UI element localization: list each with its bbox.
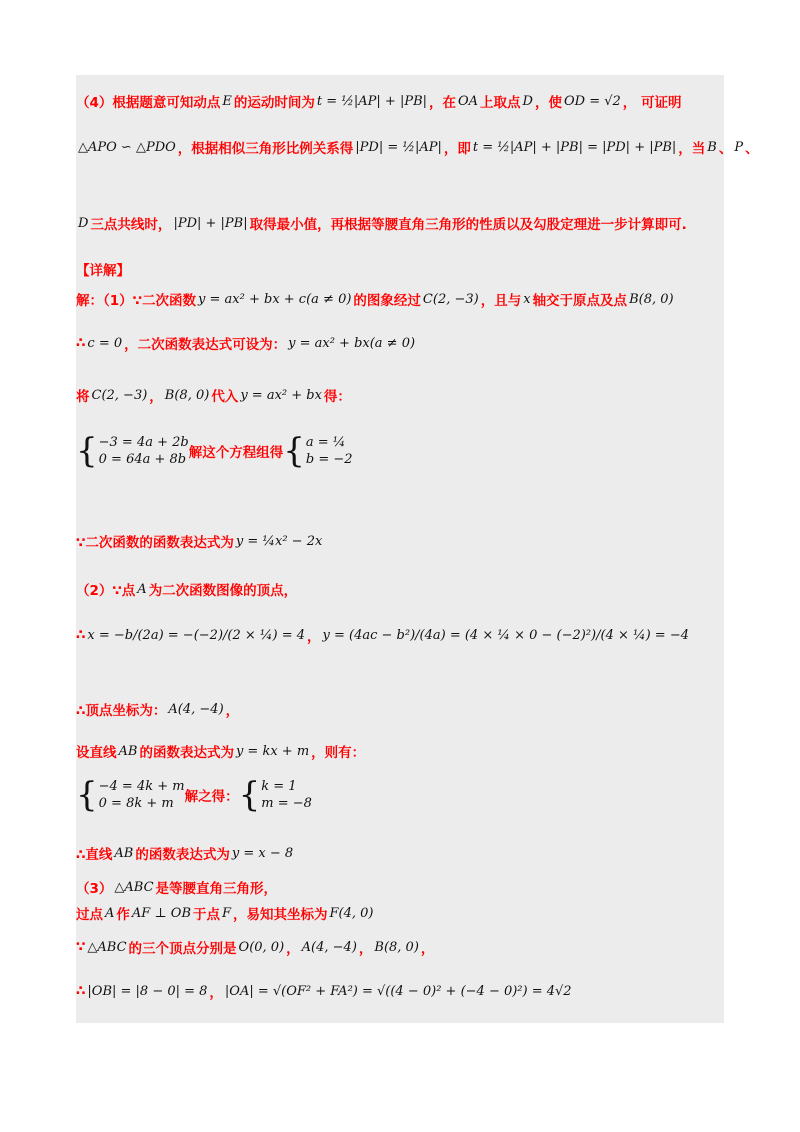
solution-text: 上取点 <box>480 95 521 111</box>
solution-text: ， 可证明 <box>622 95 682 111</box>
math-expression: c = 0 <box>87 335 123 351</box>
math-expression: y = x − 8 <box>231 845 294 861</box>
math-expression: B(8, 0) <box>629 291 674 307</box>
solution-text: 三点共线时， <box>90 217 172 233</box>
equation-row: 0 = 8k + m <box>98 796 174 811</box>
math-expression: y = ax² + bx(a ≠ 0) <box>288 335 416 351</box>
math-expression: x = −b/(2a) = −(−2)/(2 × ¼) = 4 <box>87 627 305 643</box>
math-expression: B <box>707 139 717 155</box>
solution-text: ，二次函数表达式可设为： <box>124 337 287 353</box>
solution-line <box>76 569 724 609</box>
math-expression: B(8, 0) <box>164 387 210 403</box>
math-expression: y = ax² + bx + c(a ≠ 0) <box>198 291 352 307</box>
solution-text: ， <box>420 941 435 957</box>
solution-text: 的图象经过 <box>353 293 421 309</box>
solution-line <box>76 203 724 243</box>
solution-line <box>76 731 724 771</box>
solution-text: 过点 <box>76 907 103 923</box>
solution-text: ∵二次函数的函数表达式为 <box>76 535 234 551</box>
math-expression: O(0, 0) <box>238 939 285 955</box>
solution-line <box>76 323 724 363</box>
solution-text: 得： <box>323 389 351 405</box>
solution-text: ， <box>286 941 300 957</box>
math-expression: △ABC <box>114 879 154 895</box>
solution-line <box>76 127 759 167</box>
solution-text: 、 <box>745 141 759 157</box>
solution-line <box>76 775 724 815</box>
brace-symbol: { <box>76 775 98 815</box>
solution-text: ， <box>149 389 163 405</box>
solution-text: ，在 <box>429 95 456 111</box>
solution-text: ， <box>209 985 223 1001</box>
solution-text: 取得最小值，再根据等腰直角三角形的性质以及勾股定理进一步计算即可. <box>249 217 687 233</box>
solution-text: 为二次函数图像的顶点， <box>148 583 298 599</box>
math-expression: |PD| + |PB| <box>173 215 248 231</box>
solution-text: （4）根据题意可知动点 <box>76 95 221 111</box>
solution-text: ∴ <box>76 983 86 999</box>
math-expression: D <box>78 215 89 231</box>
math-expression: D <box>522 93 533 109</box>
solution-text: ∵ <box>76 939 86 955</box>
equation-system <box>76 775 185 815</box>
solution-line <box>76 615 724 655</box>
equation-system <box>283 431 353 471</box>
solution-text: ∴顶点坐标为： <box>76 703 167 719</box>
math-expression: t = ½|AP| + |PB| <box>316 93 427 109</box>
solution-text: 的函数表达式为 <box>135 847 230 863</box>
solution-text: 、 <box>718 141 733 157</box>
solution-text: ， <box>307 629 321 645</box>
solution-text: 【详解】 <box>76 263 130 279</box>
solution-text: 解：（1）∵二次函数 <box>76 293 197 309</box>
solution-text: ∴ <box>76 627 86 643</box>
solution-text: ，根据相似三角形比例关系得 <box>177 141 354 157</box>
solution-text: ，则有： <box>311 745 366 761</box>
solution-text: 设直线 <box>76 745 117 761</box>
solution-text: ，且与 <box>480 293 522 309</box>
math-expression: AB <box>118 743 138 759</box>
math-expression: AF ⊥ OB <box>131 905 191 921</box>
solution-panel <box>76 75 759 1023</box>
brace-symbol: { <box>238 775 261 815</box>
math-expression: △ABC <box>87 939 127 955</box>
solution-line <box>76 521 724 561</box>
equation-row: b = −2 <box>305 452 353 467</box>
brace-symbol: { <box>76 431 98 471</box>
solution-line <box>76 279 724 319</box>
math-expression: OA <box>458 93 479 109</box>
solution-text: （2）∵点 <box>76 583 136 599</box>
solution-text: 作 <box>116 907 130 923</box>
solution-text: ∴直线 <box>76 847 113 863</box>
solution-line <box>76 927 724 967</box>
solution-text: 代入 <box>211 389 239 405</box>
math-expression: F <box>222 905 232 921</box>
math-expression: y = ¼x² − 2x <box>235 533 323 549</box>
math-expression: |OA| = √(OF² + FA²) = √((4 − 0)² + (−4 − 0)²) = 4√2 <box>224 983 572 999</box>
equation-row: a = ¼ <box>305 435 346 450</box>
math-expression: |PD| = ½|AP| <box>355 139 442 155</box>
solution-text: 于点 <box>193 907 220 923</box>
math-expression: t = ½|AP| + |PB| = |PD| + |PB| <box>472 139 677 155</box>
equation-row: m = −8 <box>261 796 312 811</box>
solution-text: 的运动时间为 <box>233 95 315 111</box>
math-expression: A(4, −4) <box>301 939 357 955</box>
math-expression: P <box>734 139 744 155</box>
solution-text: ， <box>225 703 240 719</box>
solution-line <box>76 689 724 729</box>
math-expression: y = kx + m <box>235 743 310 759</box>
math-expression: A(4, −4) <box>168 701 224 717</box>
math-expression: x <box>523 291 531 307</box>
solution-text: 的函数表达式为 <box>139 745 234 761</box>
solution-line <box>76 375 724 415</box>
math-expression: A <box>105 905 115 921</box>
solution-text: ，使 <box>534 95 562 111</box>
math-expression: OD = √2 <box>563 93 621 109</box>
solution-text: ， <box>358 941 373 957</box>
solution-text: 解这个方程组得 <box>188 445 284 461</box>
brace-symbol: { <box>283 431 305 471</box>
solution-text: ，即 <box>443 141 471 157</box>
equation-row: 0 = 64a + 8b <box>98 452 187 467</box>
solution-text: 是等腰直角三角形， <box>155 881 278 897</box>
math-expression: △APO ∽ △PDO <box>78 139 176 155</box>
math-expression: C(2, −3) <box>91 387 148 403</box>
equation-row: −3 = 4a + 2b <box>98 435 189 450</box>
solution-text: 的三个顶点分别是 <box>128 941 237 957</box>
equation-row: k = 1 <box>261 779 297 794</box>
math-expression: y = (4ac − b²)/(4a) = (4 × ¼ × 0 − (−2)²)/(4 × ¼) = −4 <box>322 627 689 643</box>
solution-text: 将 <box>76 389 90 405</box>
solution-text: ∴ <box>76 335 86 351</box>
math-expression: AB <box>114 845 134 861</box>
solution-text: 解之得： <box>184 789 239 805</box>
math-expression: y = ax² + bx <box>240 387 322 403</box>
math-expression: |OB| = |8 − 0| = 8 <box>87 983 208 999</box>
solution-text: ，易知其坐标为 <box>233 907 328 923</box>
solution-text: （3） <box>76 881 113 897</box>
equation-row: −4 = 4k + m <box>98 779 185 794</box>
solution-text: 轴交于原点及点 <box>532 293 628 309</box>
solution-line <box>76 81 724 121</box>
equation-system <box>76 431 189 471</box>
solution-text: ，当 <box>678 141 706 157</box>
solution-line <box>76 971 724 1011</box>
math-expression: B(8, 0) <box>374 939 419 955</box>
solution-line <box>76 431 724 471</box>
math-expression: E <box>222 93 232 109</box>
math-expression: A <box>137 581 147 597</box>
math-expression: C(2, −3) <box>422 291 479 307</box>
math-expression: F(4, 0) <box>329 905 374 921</box>
equation-system <box>238 775 312 815</box>
